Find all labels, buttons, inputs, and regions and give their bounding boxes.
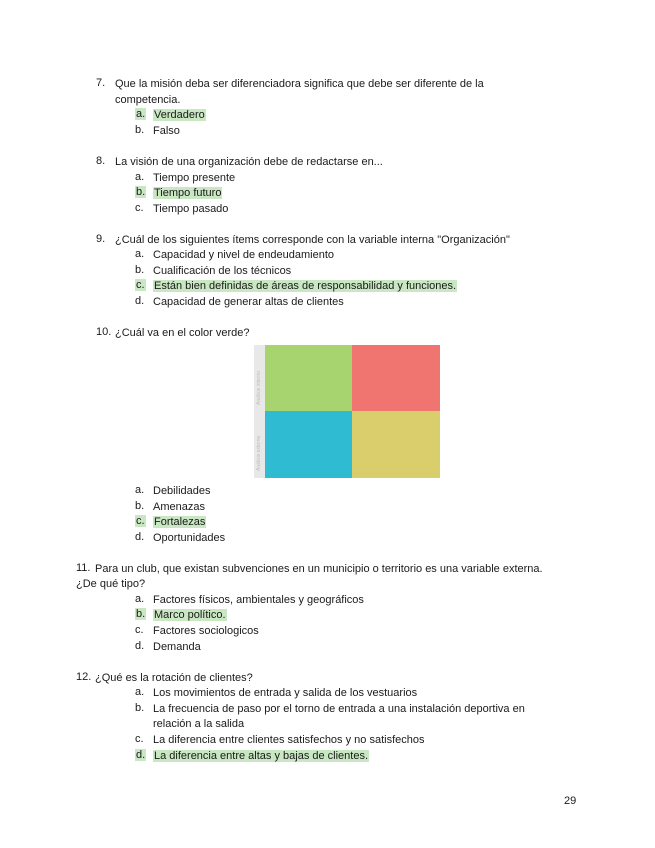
matrix-cell-red [352, 345, 440, 411]
q9-option-d: Capacidad de generar altas de clientes [153, 296, 344, 308]
question-8-number: 8. [96, 155, 106, 167]
q7-option-a-letter [135, 108, 146, 120]
q10-option-b: Amenazas [153, 501, 205, 513]
q10-option-c [153, 515, 206, 529]
matrix-side-strip [254, 345, 265, 478]
swot-matrix [254, 345, 440, 478]
q8-option-b-letter [135, 186, 146, 198]
q11-option-d-letter: d. [135, 640, 145, 652]
matrix-cell-yellow [352, 411, 440, 478]
q7-option-a [153, 108, 206, 122]
q12-option-a-letter: a. [135, 686, 145, 698]
q12-option-c: La diferencia entre clientes satisfechos y no satisfechos [153, 734, 425, 746]
q12-option-d-text: La diferencia entre altas y bajas de clientes. [154, 750, 369, 762]
q10-option-c-letter [135, 515, 146, 527]
q9-option-b: Cualificación de los técnicos [153, 265, 292, 277]
q9-option-a-letter: a. [135, 248, 145, 260]
q9-option-c-text: Están bien definidas de áreas de responsabilidad y funciones. [154, 280, 457, 292]
q12-option-b-cont: relación a la salida [153, 718, 245, 730]
q9-option-c-letter-hl: c. [136, 279, 145, 291]
q8-option-c-letter: c. [135, 202, 144, 214]
q8-option-a-letter: a. [135, 171, 145, 183]
question-12-number: 12. [76, 671, 92, 683]
q10-option-c-letter-hl: c. [136, 515, 145, 527]
strip-label-internal: Análisis interno [256, 371, 262, 405]
q8-option-b [153, 186, 222, 200]
q12-option-c-letter: c. [135, 733, 144, 745]
matrix-cell-blue [265, 411, 352, 478]
q12-option-d [153, 749, 369, 763]
page-number: 29 [564, 795, 577, 807]
q9-option-a: Capacidad y nivel de endeudamiento [153, 249, 335, 261]
question-11-text: Para un club, que existan subvenciones en un municipio o territorio es una variable externa. [95, 563, 543, 575]
question-10-number: 10. [96, 326, 112, 338]
matrix-cell-green [265, 345, 352, 411]
q11-option-c: Factores sociologicos [153, 625, 259, 637]
q9-option-c [153, 279, 457, 293]
q11-option-c-letter: c. [135, 624, 144, 636]
q11-option-b-letter-hl: b. [136, 608, 146, 620]
q10-option-a: Debilidades [153, 485, 211, 497]
q7-option-a-letter-hl: a. [136, 108, 146, 120]
q12-option-b: La frecuencia de paso por el torno de entrada a una instalación deportiva en [153, 703, 525, 715]
question-9-text: ¿Cuál de los siguientes ítems corresponde con la variable interna "Organización" [115, 234, 510, 246]
q11-option-b-letter [135, 608, 146, 620]
question-10-text: ¿Cuál va en el color verde? [115, 327, 250, 339]
q10-option-c-text: Fortalezas [154, 516, 206, 528]
question-12-text: ¿Qué es la rotación de clientes? [95, 672, 253, 684]
question-11-text-cont: ¿De qué tipo? [76, 578, 146, 590]
q8-option-b-text: Tiempo futuro [154, 187, 222, 199]
q9-option-c-letter [135, 279, 146, 291]
q11-option-b-text: Marco político. [154, 609, 226, 621]
q11-option-d: Demanda [153, 641, 201, 653]
q11-option-a-letter: a. [135, 593, 145, 605]
q11-option-a: Factores físicos, ambientales y geográficos [153, 594, 364, 606]
q7-option-b-letter: b. [135, 124, 145, 136]
strip-label-external: Análisis externo [256, 435, 262, 471]
question-7-text-cont: competencia. [115, 94, 181, 106]
question-9-number: 9. [96, 233, 106, 245]
q7-option-b: Falso [153, 125, 180, 137]
q9-option-b-letter: b. [135, 264, 145, 276]
q8-option-b-letter-hl: b. [136, 186, 146, 198]
question-7-text: Que la misión deba ser diferenciadora significa que debe ser diferente de la [115, 78, 484, 90]
q12-option-b-letter: b. [135, 702, 145, 714]
q12-option-d-letter [135, 749, 146, 761]
q12-option-d-letter-hl: d. [136, 749, 146, 761]
q12-option-a: Los movimientos de entrada y salida de los vestuarios [153, 687, 418, 699]
q8-option-c: Tiempo pasado [153, 203, 229, 215]
q10-option-d-letter: d. [135, 531, 145, 543]
q11-option-b [153, 608, 227, 622]
q10-option-d: Oportunidades [153, 532, 226, 544]
question-11-number: 11. [76, 562, 91, 574]
q9-option-d-letter: d. [135, 295, 145, 307]
q10-option-a-letter: a. [135, 484, 145, 496]
q7-option-a-text: Verdadero [154, 109, 205, 121]
question-7-number: 7. [96, 77, 106, 89]
q8-option-a: Tiempo presente [153, 172, 236, 184]
q10-option-b-letter: b. [135, 500, 145, 512]
question-8-text: La visión de una organización debe de redactarse en... [115, 156, 383, 168]
